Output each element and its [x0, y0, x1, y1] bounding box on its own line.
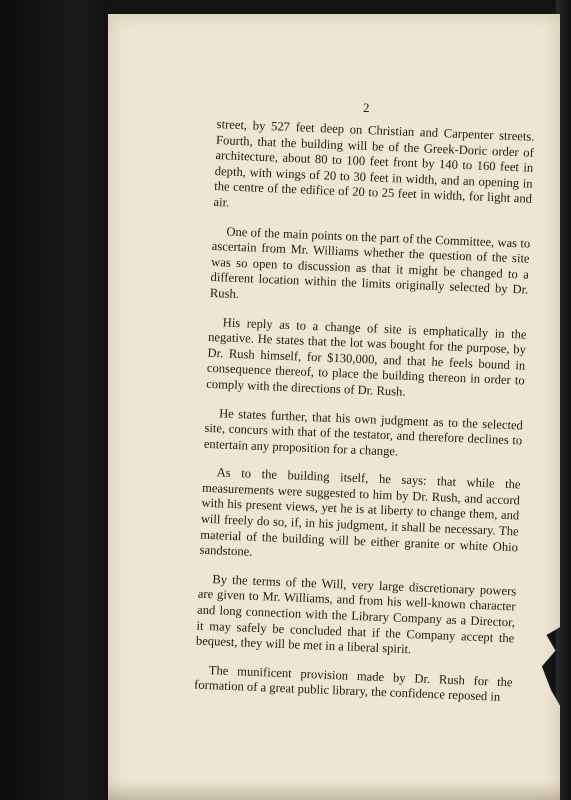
paragraph: He states further, that his own judgment as to the selected site, concurs with that of the testator, and therefore declines to entertain any proposition for a change.: [203, 405, 524, 459]
page-bottom-shadow: [108, 780, 560, 800]
paragraph: By the terms of the Will, very large discretionary powers are given to Mr. Williams, and from his well-known character and long connection with the Library Company as a Director, it may safely be concluded that if the Company accept the bequest, they will be met in a liberal spirit.: [195, 572, 517, 657]
paragraph: The munificent provision made by Dr. Rush for the formation of a great public library, the confidence reposed in: [193, 662, 513, 705]
page-number: 2: [363, 100, 370, 115]
paragraph: street, by 527 feet deep on Christian and Carpenter streets. Fourth, that the building will be of the Greek-Doric order of architecture, about 80 to 100 feet front by 140 to 160 feet in depth, with wings of 20 to 30 feet in width, and an opening in the centre of the edifice of 20 to 25 feet in width, for light and air.: [213, 117, 535, 210]
paragraph: One of the main points on the part of the Committee, was to ascertain from Mr. Williams whether the question of the site was so open to discussion as that it might be changed to a different location within the limits originally selected by Dr. Rush.: [209, 224, 531, 301]
body-text: [193, 117, 534, 719]
paragraph: His reply as to a change of site is emphatically in the negative. He states that the lot was bought for the purpose, by Dr. Rush himself, for $130,000, and that he feels bound in consequence thereof, to place the building thereon in order to comply with the directions of Dr. Rush.: [206, 314, 527, 399]
paragraph: As to the building itself, he says: that while the measurements were suggested to him by Dr. Rush, and accord with his present views, yet he is at liberty to change them, and will freely do so, if, in his judgment, it shall be necessary. The material of the building will be either granite or white Ohio sandstone.: [199, 465, 521, 560]
scan-background: [0, 0, 110, 800]
